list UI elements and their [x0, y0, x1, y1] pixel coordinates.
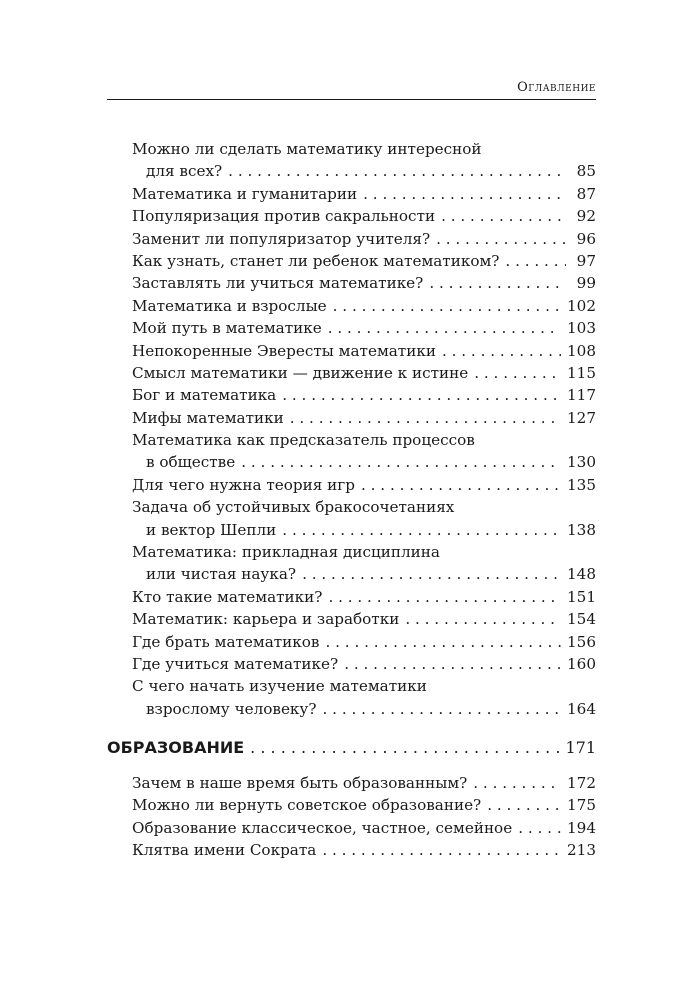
toc-entry-line: [132, 772, 596, 794]
dot-leader: [436, 228, 566, 250]
toc-entry-title: Для чего нужна теория игр: [132, 475, 355, 494]
dot-leader: [328, 586, 561, 608]
toc-page-number: 172: [567, 774, 596, 792]
dot-leader: [322, 839, 561, 861]
dot-leader: [474, 362, 561, 384]
toc-page-number: 213: [567, 841, 596, 860]
dot-leader: [363, 183, 566, 205]
toc-page-number: 151: [567, 587, 596, 606]
toc-entry-line: [132, 340, 596, 362]
dot-leader: [241, 451, 561, 473]
toc-entry-title: Заменит ли популяризатор учителя?: [132, 229, 431, 248]
toc-entry-line: [132, 698, 596, 720]
toc-entry-title: Как узнать, станет ли ребенок математиком?: [132, 251, 500, 270]
toc-entry-title: Бог и математика: [132, 386, 277, 405]
toc-entry-title: С чего начать изучение математики: [132, 677, 427, 696]
toc-page-number: 103: [567, 319, 596, 338]
toc-entry-title: Смысл математики — движение к истине: [132, 363, 469, 382]
dot-leader: [518, 817, 561, 839]
section-page-number: 171: [565, 738, 596, 757]
toc-page-number: 102: [567, 296, 596, 315]
dot-leader: [228, 160, 566, 182]
toc-page-number: 130: [567, 453, 596, 472]
toc-entry-title: Популяризация против сакральности: [132, 207, 436, 226]
toc-entry-line: [132, 250, 596, 272]
toc-entry-line: [132, 362, 596, 384]
dot-leader: [328, 317, 561, 339]
toc-entry-line: [132, 817, 596, 839]
dot-leader: [405, 608, 561, 630]
toc-page-number: 135: [567, 475, 596, 494]
toc-entry-title: Можно ли сделать математику интересной: [132, 140, 482, 158]
toc-page-number: 96: [576, 229, 596, 248]
dot-leader: [323, 698, 561, 720]
toc-entry-line: [132, 839, 596, 861]
dot-leader: [361, 474, 561, 496]
toc-entry-title-continued: взрослому человеку?: [146, 699, 317, 718]
toc-entry-line: [132, 138, 596, 160]
toc-entry-line: [132, 429, 596, 451]
toc-page-number: 108: [567, 341, 596, 360]
toc-entry-title: Математика и взрослые: [132, 296, 327, 315]
toc-list: [132, 138, 596, 720]
toc-entry-line: [132, 519, 596, 541]
toc-entry-title: Математика как предсказатель процессов: [132, 431, 475, 450]
toc-page-number: 160: [567, 654, 596, 673]
dot-leader: [344, 653, 561, 675]
dot-leader: [290, 407, 561, 429]
toc-entry-line: [132, 317, 596, 339]
dot-leader: [333, 295, 561, 317]
toc-page-number: 99: [576, 274, 596, 293]
toc-entry-line: [132, 451, 596, 473]
dot-leader: [302, 563, 561, 585]
toc-entry-line: [132, 563, 596, 585]
toc-entry-title: Мой путь в математике: [132, 319, 322, 338]
toc-entry-title: Заставлять ли учиться математике?: [132, 274, 424, 293]
dot-leader: [505, 250, 566, 272]
running-head: Оглавление: [517, 80, 596, 95]
toc-entry-line: [132, 675, 596, 697]
toc-entry-line: [132, 541, 596, 563]
toc-page-number: 127: [567, 408, 596, 427]
dot-leader: [250, 738, 559, 757]
toc-page-number: 138: [567, 520, 596, 539]
toc-entry-line: [132, 586, 596, 608]
toc-entry-line: [132, 496, 596, 518]
toc-page-number: 85: [576, 162, 596, 181]
toc-entry-line: [132, 228, 596, 250]
toc-entry-line: [132, 160, 596, 182]
toc-entry-title-continued: и вектор Шепли: [146, 520, 277, 539]
dot-leader: [473, 772, 561, 794]
toc-entry-line: [132, 295, 596, 317]
toc-entry-title: Мифы математики: [132, 408, 284, 427]
toc-page-number: 117: [567, 386, 596, 405]
toc-entry-title: Непокоренные Эвересты математики: [132, 341, 436, 360]
toc-entry-title: Задача об устойчивых бракосочетаниях: [132, 498, 455, 517]
toc-entry-title: Можно ли вернуть советское образование?: [132, 796, 482, 815]
toc-entry-title: Математика и гуманитарии: [132, 184, 358, 203]
toc-entry-line: [132, 474, 596, 496]
toc-entry-title: Где брать математиков: [132, 632, 320, 651]
toc-entry-line: [132, 183, 596, 205]
toc-page-number: 154: [567, 610, 596, 629]
dot-leader: [282, 384, 561, 406]
toc-page-number: 194: [567, 818, 596, 837]
dot-leader: [442, 340, 561, 362]
toc-entry-title: Зачем в наше время быть образованным?: [132, 774, 468, 792]
toc-entry-title-continued: или чистая наука?: [146, 565, 297, 584]
header-rule: [107, 99, 596, 100]
toc-page-number: 87: [576, 184, 596, 203]
dot-leader: [487, 794, 561, 816]
toc-entry-title-continued: в обществе: [146, 453, 236, 472]
toc-page-number: 148: [567, 565, 596, 584]
section-title: ОБРАЗОВАНИЕ: [107, 738, 245, 757]
dot-leader: [282, 519, 561, 541]
toc-entry-title: Кто такие математики?: [132, 587, 323, 606]
toc-entry-title: Математик: карьера и заработки: [132, 610, 400, 629]
section-toc-list: [132, 772, 596, 862]
toc-entry-title-continued: для всех?: [146, 162, 223, 181]
toc-page-number: 92: [576, 207, 596, 226]
toc-page-number: 156: [567, 632, 596, 651]
dot-leader: [325, 631, 561, 653]
toc-entry-line: [132, 608, 596, 630]
toc-entry-title: Клятва имени Сократа: [132, 841, 317, 860]
section-heading: [107, 738, 596, 757]
toc-entry-title: Где учиться математике?: [132, 654, 339, 673]
toc-entry-title: Образование классическое, частное, семейное: [132, 818, 513, 837]
toc-entry-line: [132, 272, 596, 294]
toc-page-number: 175: [567, 796, 596, 815]
toc-entry-title: Математика: прикладная дисциплина: [132, 543, 440, 562]
toc-page-number: 164: [567, 699, 596, 718]
toc-entry-line: [132, 794, 596, 816]
dot-leader: [429, 272, 566, 294]
toc-entry-line: [132, 205, 596, 227]
toc-entry-line: [132, 407, 596, 429]
toc-entry-line: [132, 631, 596, 653]
toc-entry-line: [132, 653, 596, 675]
toc-page-number: 97: [576, 251, 596, 270]
toc-page-number: 115: [567, 363, 596, 382]
dot-leader: [441, 205, 566, 227]
toc-entry-line: [132, 384, 596, 406]
